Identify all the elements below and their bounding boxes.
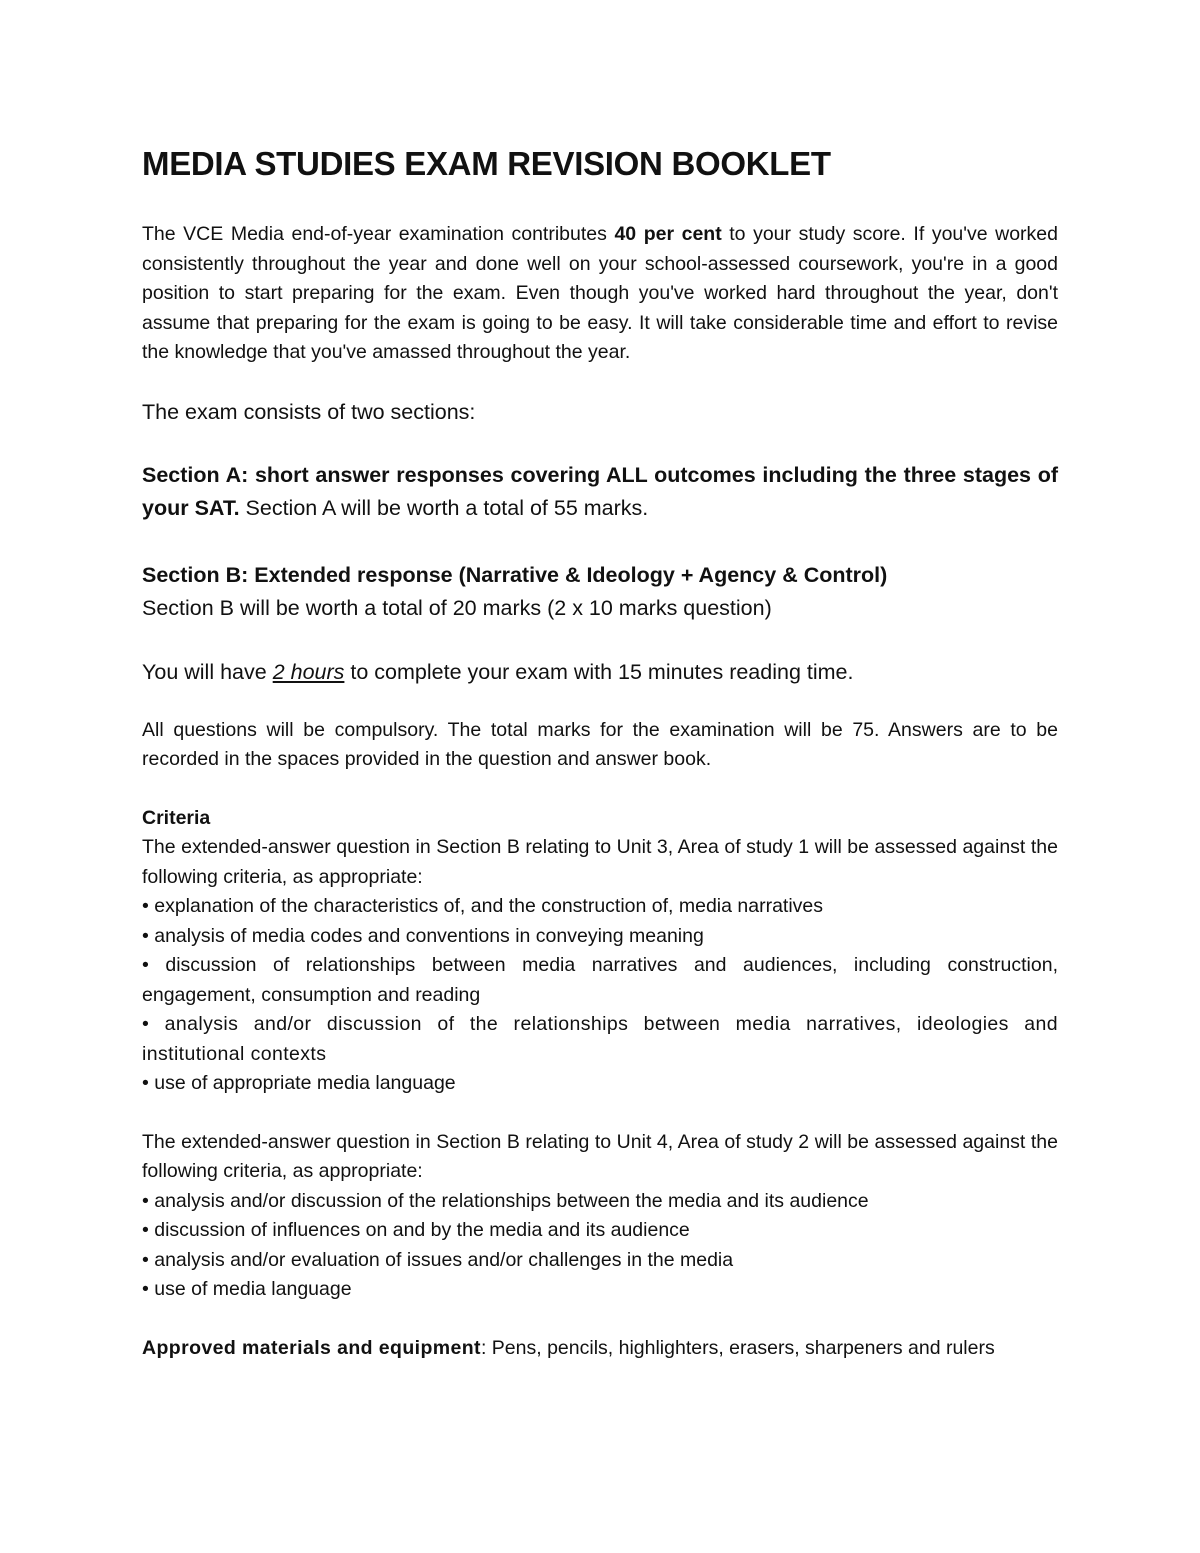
intro-paragraph — [142, 220, 1058, 368]
unit4-criteria-block — [142, 1128, 1058, 1305]
unit4-criteria-item: • use of media language — [142, 1278, 352, 1300]
approved-materials-list: : Pens, pencils, highlighters, erasers, sharpeners and rulers — [480, 1336, 995, 1359]
unit3-criteria-item: • discussion of relationships between media narratives and audiences, including construction, engagement, consumption and reading — [142, 954, 1058, 1006]
exam-duration-hours: 2 hours — [272, 659, 345, 684]
exam-duration-end: to complete your exam with 15 minutes reading time. — [344, 659, 854, 684]
approved-materials-label: Approved materials and equipment — [142, 1336, 481, 1359]
section-b-heading: Section B: Extended response (Narrative & Ideology + Agency & Control) — [142, 562, 888, 587]
unit3-criteria-item: • analysis of media codes and conventions in conveying meaning — [142, 924, 704, 947]
document-page — [142, 138, 1058, 1363]
exam-sections-intro: The exam consists of two sections: — [142, 399, 476, 424]
approved-materials — [142, 1334, 1058, 1364]
unit3-criteria-item: • explanation of the characteristics of, and the construction of, media narratives — [142, 895, 824, 917]
unit3-criteria-intro: The extended-answer question in Section B relating to Unit 3, Area of study 1 will be assessed against the following criteria, as appropriate: — [142, 836, 1058, 888]
document-title: MEDIA STUDIES EXAM REVISION BOOKLET — [142, 145, 831, 182]
unit4-criteria-item: • analysis and/or evaluation of issues and/or challenges in the media — [142, 1248, 734, 1271]
section-a-marks: Section A will be worth a total of 55 marks. — [239, 495, 649, 520]
exam-duration — [142, 656, 1058, 689]
intro-text-end: to your study score. If you've worked consistently throughout the year and done well on your school-assessed coursework, you're in a good position to start preparing for the exam. Even though you've worked hard throughout the year, don't assume that preparing for the exam is going to be easy. It will take considerable time and effort to revise the knowledge that you've amassed throughout the year. — [142, 223, 1058, 363]
section-a-heading: Section A: short answer responses covering ALL outcomes including the three stages of your SAT. — [142, 462, 1058, 520]
unit4-criteria-item: • analysis and/or discussion of the relationships between the media and its audience — [142, 1189, 869, 1212]
intro-bold-percentage: 40 per cent — [614, 223, 722, 245]
unit4-criteria-item: • discussion of influences on and by the media and its audience — [142, 1219, 690, 1241]
exam-duration-start: You will have — [142, 659, 273, 684]
section-a-paragraph — [142, 459, 1058, 525]
compulsory-paragraph: All questions will be compulsory. The total marks for the examination will be 75. Answers are to be recorded in the spaces provided in the question and answer book. — [142, 718, 1058, 770]
unit4-criteria-intro: The extended-answer question in Section B relating to Unit 4, Area of study 2 will be assessed against the following criteria, as appropriate: — [142, 1130, 1058, 1182]
criteria-block — [142, 804, 1058, 1099]
intro-text-start: The VCE Media end-of-year examination contributes — [142, 223, 615, 245]
unit3-criteria-item: • use of appropriate media language — [142, 1072, 456, 1094]
section-b-paragraph — [142, 559, 1058, 625]
unit3-criteria-item: • analysis and/or discussion of the relationships between media narratives, ideologies and institutional contexts — [142, 1013, 1058, 1065]
criteria-heading: Criteria — [142, 806, 211, 829]
section-b-marks: Section B will be worth a total of 20 marks (2 x 10 marks question) — [142, 595, 772, 620]
